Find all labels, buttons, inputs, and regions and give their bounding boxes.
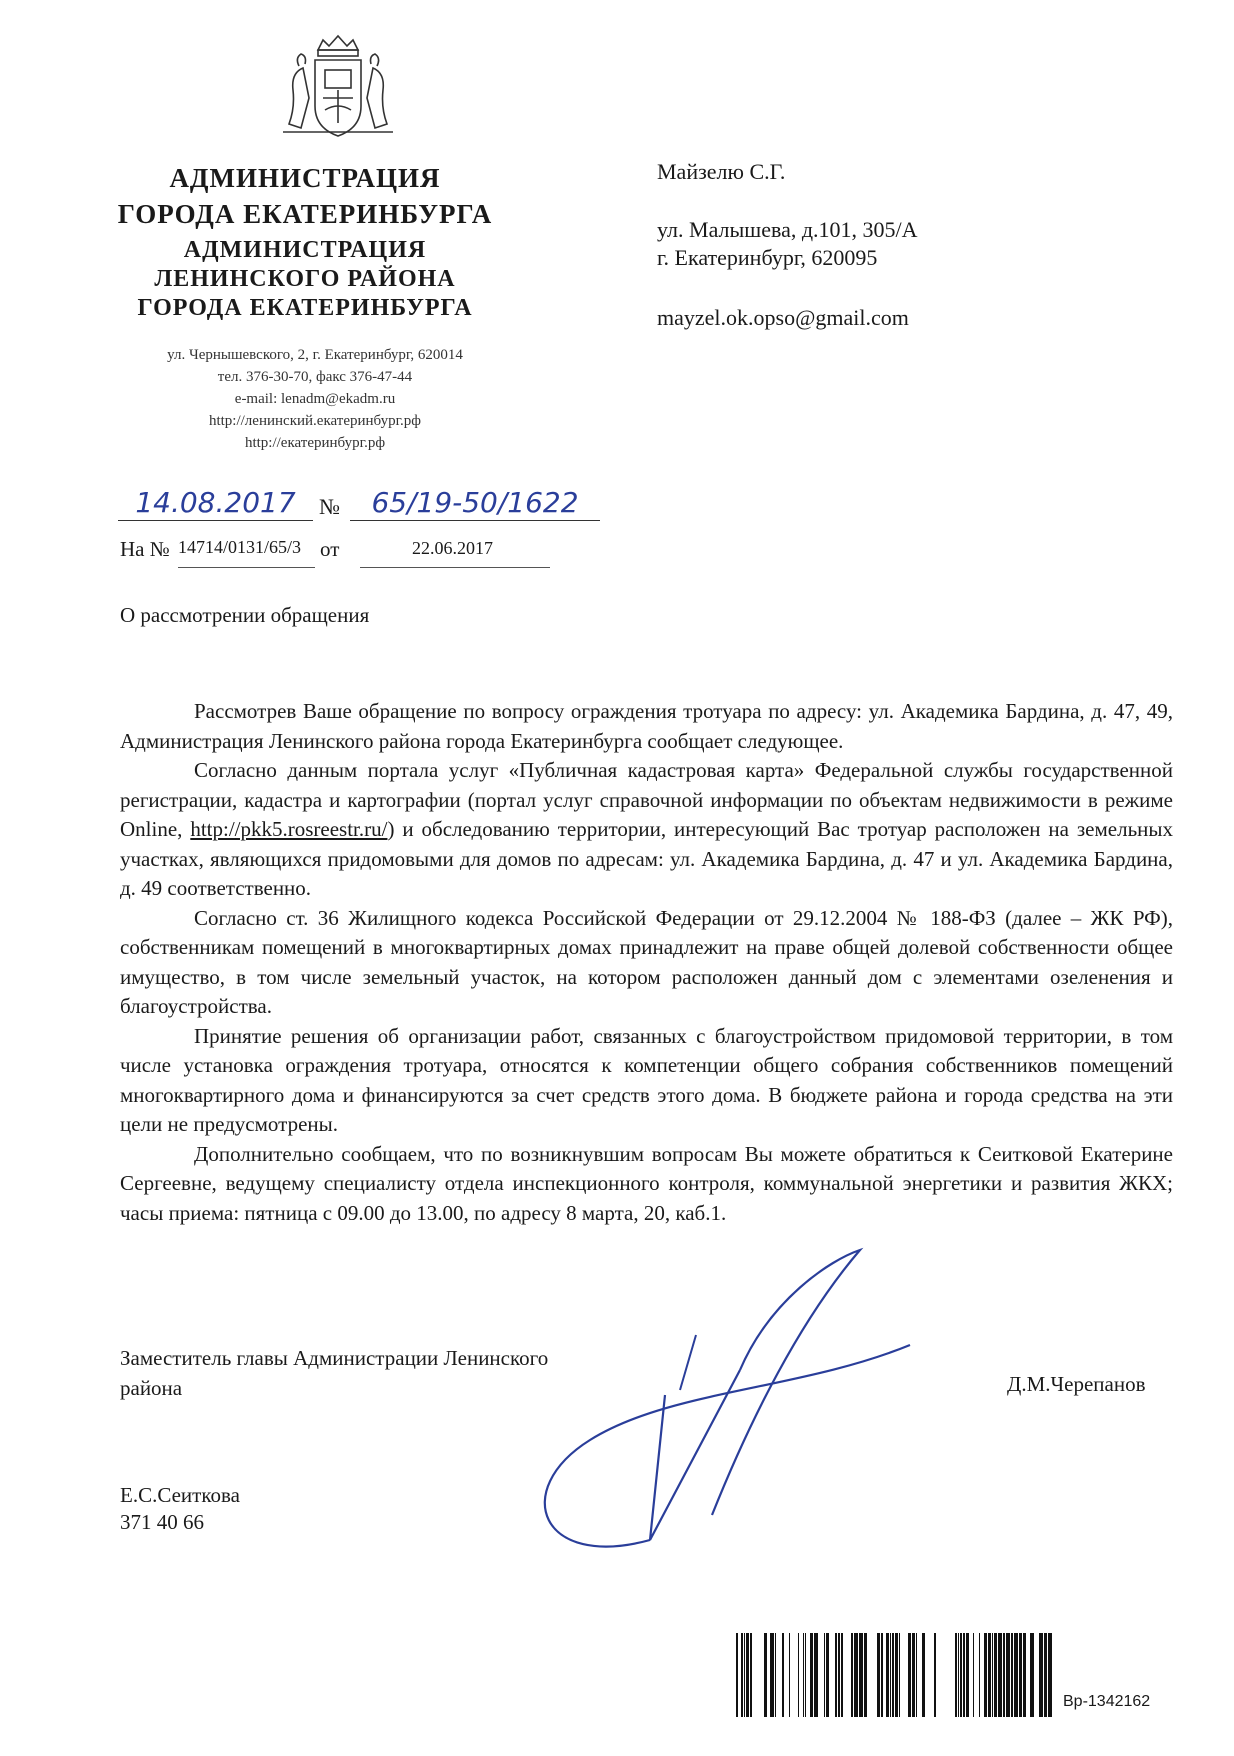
reference-date: 22.06.2017 xyxy=(412,538,493,558)
rosreestr-link[interactable]: http://pkk5.rosreestr.ru/ xyxy=(190,817,388,841)
reference-from-label: от xyxy=(320,537,340,561)
barcode-number: Вр-1342162 xyxy=(1063,1693,1151,1710)
executor-name: Е.С.Сеиткова xyxy=(120,1483,240,1507)
signatory-title xyxy=(120,1343,548,1403)
body-paragraph-3: Согласно ст. 36 Жилищного кодекса Российской Федерации от 29.12.2004 № 188-ФЗ (далее – ЖК РФ), собственникам помещений в многоквартирных домах принадлежит на праве общей долевой собственности общее имущество, в том числе земельный участок, на котором расположен данный дом с элементами озеленения и благоустройства. xyxy=(120,905,1173,1018)
contact-phone: тел. 376-30-70, факс 376-47-44 xyxy=(217,369,413,385)
sub-organization-line-3: ГОРОДА ЕКАТЕРИНБУРГА xyxy=(137,295,473,321)
contact-website-2: http://екатеринбург.рф xyxy=(244,435,386,451)
registration-date: 14.08.2017 xyxy=(135,486,296,519)
contact-address: ул. Чернышевского, 2, г. Екатеринбург, 620014 xyxy=(167,347,463,363)
organization-contacts xyxy=(95,344,535,454)
organization-line-1: АДМИНИСТРАЦИЯ xyxy=(169,163,441,193)
handwritten-signature xyxy=(500,1240,920,1580)
reference-date-underline xyxy=(360,567,550,568)
contact-email: e-mail: lenadm@ekadm.ru xyxy=(234,391,396,407)
coat-of-arms-emblem xyxy=(263,28,413,148)
recipient-address-line-1: ул. Малышева, д.101, 305/А xyxy=(657,217,918,242)
registration-date-underline xyxy=(118,520,313,521)
body-paragraph-2 xyxy=(120,756,1173,904)
signatory-title-line-1: Заместитель главы Администрации Ленинского xyxy=(120,1346,549,1370)
contact-website-1: http://ленинский.екатеринбург.рф xyxy=(208,413,422,429)
body-paragraph-4: Принятие решения об организации работ, связанных с благоустройством придомовой территории, в том числе установка ограждения тротуара, относятся к компетенции общего собрания собственников помещений многоквартирного дома и финансируются за счет средств этого дома. В бюджете района и города средства на эти цели не предусмотрены. xyxy=(120,1023,1173,1136)
reference-number: 14714/0131/65/3 xyxy=(178,537,302,557)
organization-name xyxy=(95,160,515,232)
signatory-name: Д.М.Черепанов xyxy=(1007,1372,1146,1396)
reference-label: На № xyxy=(120,537,170,561)
letter-subject: О рассмотрении обращения xyxy=(120,603,370,627)
registration-number: 65/19-50/1622 xyxy=(371,486,579,519)
body-paragraph-2-text: Согласно данным портала услуг «Публичная кадастровая карта» Федеральной службы государственной регистрации, кадастра и картографии (портал услуг справочной информации по объектам недвижимости в режиме Online, xyxy=(120,758,1173,841)
organization-line-2: ГОРОДА ЕКАТЕРИНБУРГА xyxy=(117,199,493,229)
recipient-address xyxy=(657,216,918,272)
sub-organization-line-1: АДМИНИСТРАЦИЯ xyxy=(183,237,427,263)
recipient-name: Майзелю С.Г. xyxy=(657,159,786,184)
letter-body xyxy=(120,697,1173,1228)
sub-organization-name xyxy=(95,236,515,323)
executor-phone: 371 40 66 xyxy=(120,1510,204,1534)
sub-organization-line-2: ЛЕНИНСКОГО РАЙОНА xyxy=(154,266,456,292)
recipient-email: mayzel.ok.opso@gmail.com xyxy=(657,305,909,330)
reference-number-underline xyxy=(178,567,315,568)
recipient-address-line-2: г. Екатеринбург, 620095 xyxy=(657,245,878,270)
body-paragraph-2-tail: ) и обследованию территории, интересующий Вас тротуар расположен на земельных участках, являющихся придомовыми для домов по адресам: ул. Академика Бардина, д. 47 и ул. Академика Бардина, д. 49 соответственно. xyxy=(120,817,1174,900)
registration-number-underline xyxy=(350,520,600,521)
body-paragraph-1: Рассмотрев Ваше обращение по вопросу ограждения тротуара по адресу: ул. Академика Бардина, д. 47, 49, Администрация Ленинского района города Екатеринбурга сообщает следующее. xyxy=(120,699,1173,753)
signatory-title-line-2: района xyxy=(120,1376,183,1400)
body-paragraph-5: Дополнительно сообщаем, что по возникнувшим вопросам Вы можете обратиться к Сеитковой Екатерине Сергеевне, ведущему специалисту отдела инспекционного контроля, коммунальной энергетики и развития ЖКХ; часы приема: пятница с 09.00 до 13.00, по адресу 8 марта, 20, каб.1. xyxy=(120,1141,1173,1225)
registration-number-label: № xyxy=(319,494,340,519)
document-barcode xyxy=(736,1633,1056,1717)
